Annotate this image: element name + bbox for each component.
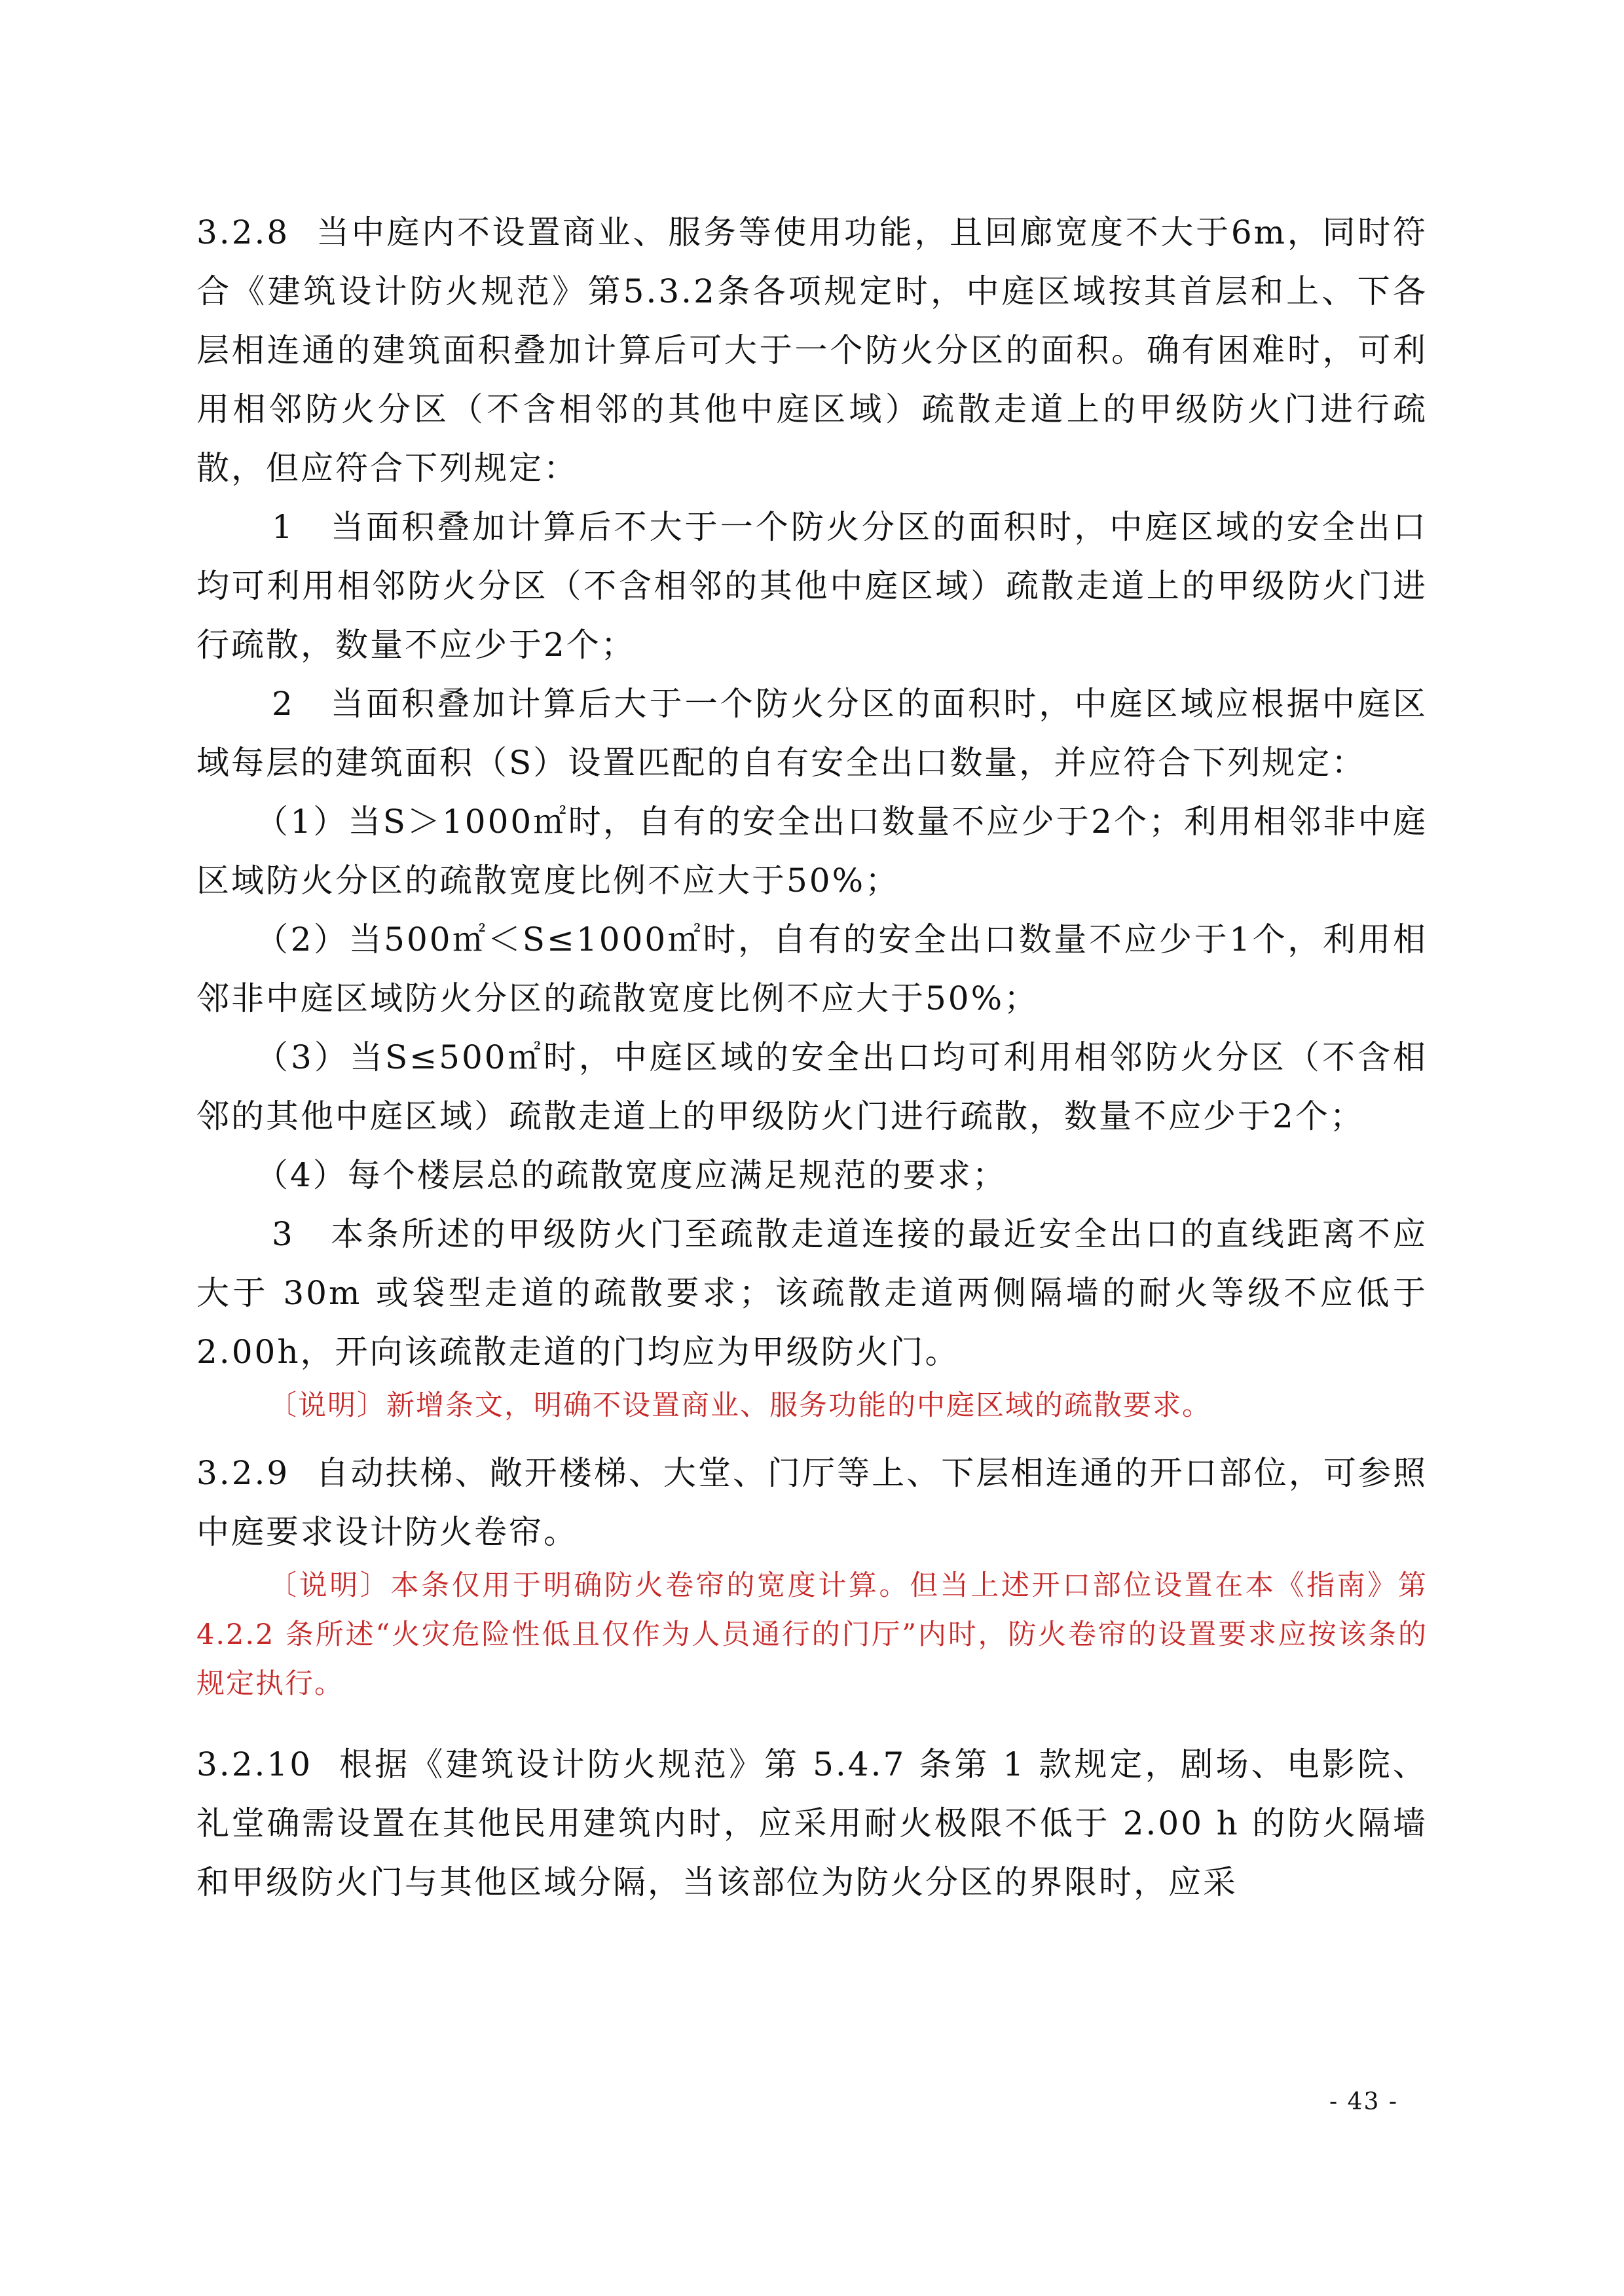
subitem-3: （3）当S≤500㎡时，中庭区域的安全出口均可利用相邻防火分区（不含相邻的其他中庭区域）疏散走道上的甲级防火门进行疏散，数量不应少于2个； [196,1038,1428,1135]
subitem-4: （4）每个楼层总的疏散宽度应满足规范的要求； [255,1156,1007,1194]
clause-text: 根据《建筑设计防火规范》第 5.4.7 条第 1 款规定，剧场、电影院、礼堂确需设置在其他民用建筑内时，应采用耐火极限不低于 2.00 h 的防火隔墙和甲级防火门与其他区域分隔，当该部位为防火分区的界限时，应采 [196,1745,1428,1901]
clause-3-2-10 [196,1735,1428,1912]
item-1: 1 当面积叠加计算后不大于一个防火分区的面积时，中庭区域的安全出口均可利用相邻防火分区（不含相邻的其他中庭区域）疏散走道上的甲级防火门进行疏散，数量不应少于2个； [196,508,1428,664]
clause-3-2-8 [196,203,1428,498]
document-body [196,203,1428,1912]
page-number: - 43 - [1329,2088,1399,2115]
clause-3-2-9 [196,1444,1428,1561]
explanation-note-1 [196,1381,1428,1430]
item-3: 3 本条所述的甲级防火门至疏散走道连接的最近安全出口的直线距离不应大于 30m 或袋型走道的疏散要求；该疏散走道两侧隔墙的耐火等级不应低于 2.00h，开向该疏散走道的门均应为甲级防火门。 [196,1215,1428,1371]
clause-text: 自动扶梯、敞开楼梯、大堂、门厅等上、下层相连通的开口部位，可参照中庭要求设计防火卷帘。 [196,1454,1428,1551]
clause-number: 3.2.10 [196,1745,313,1783]
note-text: 新增条文，明确不设置商业、服务功能的中庭区域的疏散要求。 [386,1389,1211,1422]
note-label: 〔说明〕 [268,1389,386,1422]
subitem-2: （2）当500㎡＜S≤1000㎡时，自有的安全出口数量不应少于1个，利用相邻非中庭区域防火分区的疏散宽度比例不应大于50%； [196,920,1428,1017]
item-2: 2 当面积叠加计算后大于一个防火分区的面积时，中庭区域应根据中庭区域每层的建筑面积（S）设置匹配的自有安全出口数量，并应符合下列规定： [196,685,1428,782]
note-text: 本条仅用于明确防火卷帘的宽度计算。但当上述开口部位设置在本《指南》第 4.2.2 条所述“火灾危险性低且仅作为人员通行的门厅”内时，防火卷帘的设置要求应按该条的规定执行。 [196,1569,1428,1700]
clause-number: 3.2.8 [196,213,290,251]
subitem-1: （1）当S＞1000㎡时，自有的安全出口数量不应少于2个；利用相邻非中庭区域防火分区的疏散宽度比例不应大于50%； [196,803,1428,900]
clause-text: 当中庭内不设置商业、服务等使用功能，且回廊宽度不大于6m，同时符合《建筑设计防火规范》第5.3.2条各项规定时，中庭区域按其首层和上、下各层相连通的建筑面积叠加计算后可大于一个防火分区的面积。确有困难时，可利用相邻防火分区（不含相邻的其他中庭区域）疏散走道上的甲级防火门进行疏散，但应符合下列规定： [196,213,1428,487]
explanation-note-2 [196,1561,1428,1709]
note-label: 〔说明〕 [268,1569,391,1602]
clause-number: 3.2.9 [196,1454,290,1492]
